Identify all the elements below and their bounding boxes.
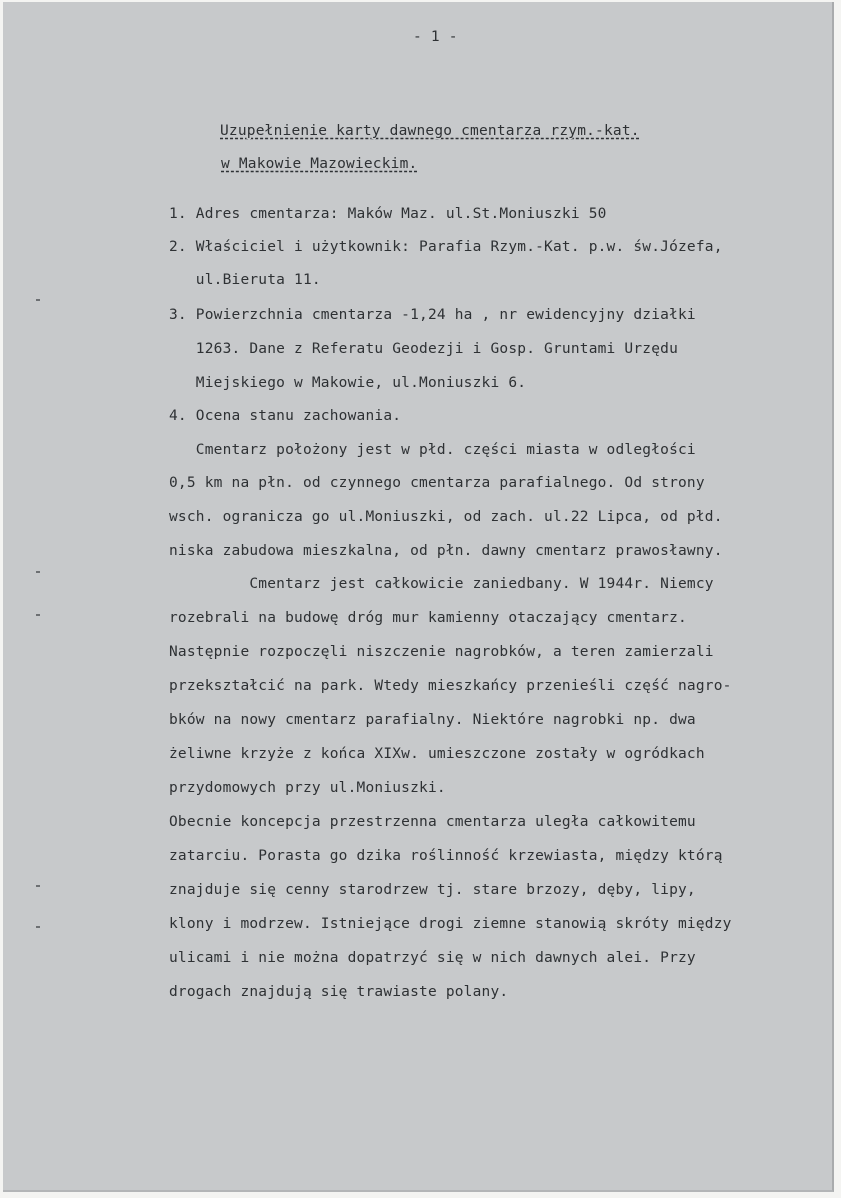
body-line: przekształcić na park. Wtedy mieszkańcy przenieśli część nagro- bbox=[169, 678, 732, 694]
body-line: Miejskiego w Makowie, ul.Moniuszki 6. bbox=[169, 375, 527, 391]
body-line: 3. Powierzchnia cmentarza -1,24 ha , nr ewidencyjny działki bbox=[169, 307, 696, 323]
document-sheet bbox=[3, 2, 834, 1192]
body-line: 0,5 km na płn. od czynnego cmentarza parafialnego. Od strony bbox=[169, 475, 705, 491]
body-line: Cmentarz położony jest w płd. części miasta w odległości bbox=[169, 442, 696, 458]
binder-hole-mark bbox=[36, 571, 40, 573]
body-line: ulicami i nie można dopatrzyć się w nich dawnych alei. Przy bbox=[169, 950, 696, 966]
body-line: zatarciu. Porasta go dzika roślinność krzewiasta, między którą bbox=[169, 848, 723, 864]
binder-hole-mark bbox=[36, 926, 40, 928]
body-line: rozebrali na budowę dróg mur kamienny otaczający cmentarz. bbox=[169, 610, 687, 626]
binder-hole-mark bbox=[36, 614, 40, 616]
body-line: 2. Właściciel i użytkownik: Parafia Rzym.-Kat. p.w. św.Józefa, bbox=[169, 239, 723, 255]
body-line: przydomowych przy ul.Moniuszki. bbox=[169, 780, 446, 796]
body-line: Obecnie koncepcja przestrzenna cmentarza uległa całkowitemu bbox=[169, 814, 696, 830]
body-line: bków na nowy cmentarz parafialny. Niektóre nagrobki np. dwa bbox=[169, 712, 696, 728]
typewritten-page bbox=[3, 2, 834, 1192]
body-line: znajduje się cenny starodrzew tj. stare brzozy, dęby, lipy, bbox=[169, 882, 696, 898]
document-title-line-2: w Makowie Mazowieckim. bbox=[221, 156, 418, 172]
body-line: klony i modrzew. Istniejące drogi ziemne stanowią skróty między bbox=[169, 916, 732, 932]
body-line: niska zabudowa mieszkalna, od płn. dawny cmentarz prawosławny. bbox=[169, 543, 723, 559]
body-line: Następnie rozpoczęli niszczenie nagrobków, a teren zamierzali bbox=[169, 644, 714, 660]
body-line: drogach znajdują się trawiaste polany. bbox=[169, 984, 509, 1000]
binder-hole-mark bbox=[36, 885, 40, 887]
body-line: 1. Adres cmentarza: Maków Maz. ul.St.Moniuszki 50 bbox=[169, 206, 607, 222]
page-number: - 1 - bbox=[413, 29, 458, 45]
body-line: wsch. ogranicza go ul.Moniuszki, od zach. ul.22 Lipca, od płd. bbox=[169, 509, 723, 525]
document-title-line-1: Uzupełnienie karty dawnego cmentarza rzym.-kat. bbox=[220, 123, 640, 139]
binder-hole-mark bbox=[36, 299, 40, 301]
body-line: 1263. Dane z Referatu Geodezji i Gosp. Gruntami Urzędu bbox=[169, 341, 678, 357]
body-line: 4. Ocena stanu zachowania. bbox=[169, 408, 402, 424]
body-line: żeliwne krzyże z końca XIXw. umieszczone zostały w ogródkach bbox=[169, 746, 705, 762]
body-line: ul.Bieruta 11. bbox=[169, 272, 321, 288]
body-line: Cmentarz jest całkowicie zaniedbany. W 1944r. Niemcy bbox=[169, 576, 714, 592]
